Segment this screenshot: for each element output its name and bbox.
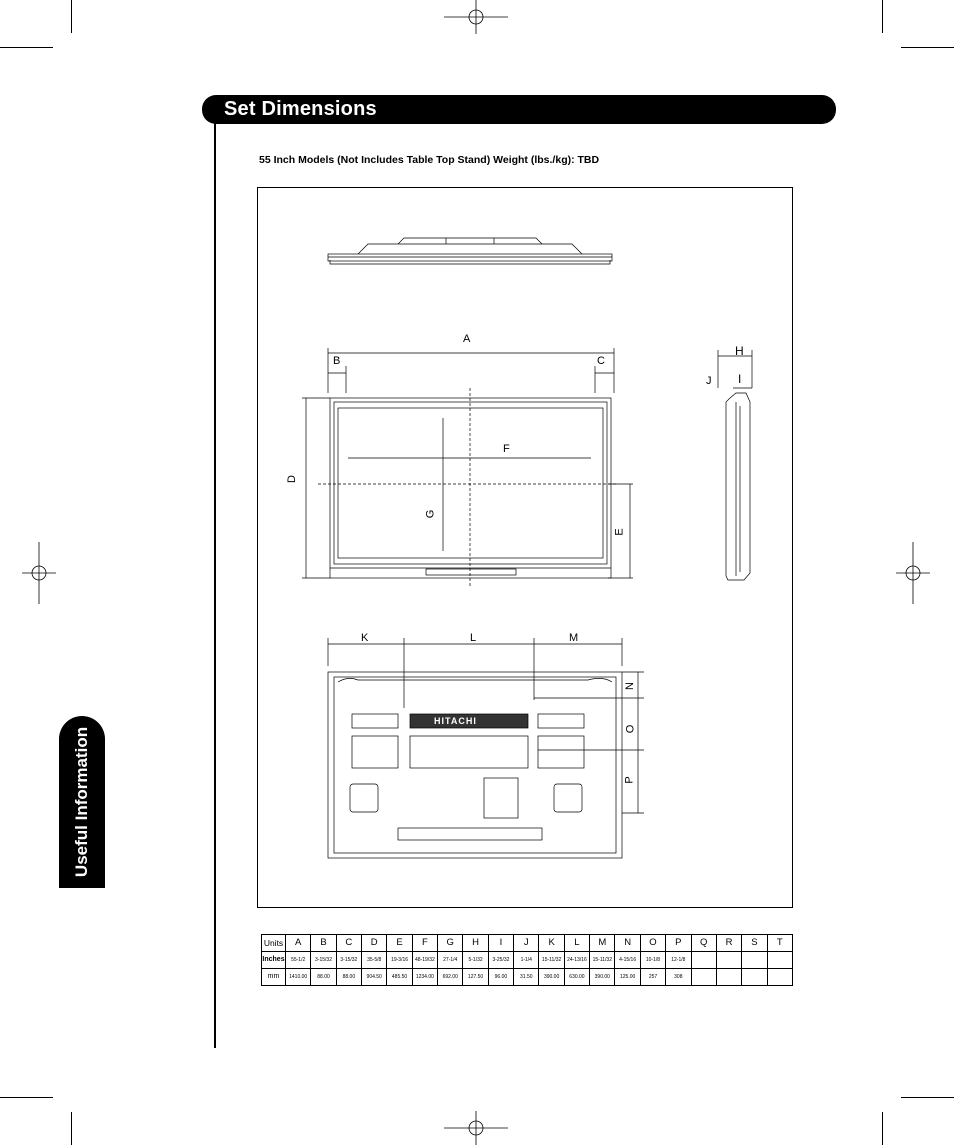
dim-label-g: G [424, 509, 437, 519]
table-cell: 390.00 [590, 969, 615, 986]
column-header: N [615, 935, 640, 952]
dimension-diagram [257, 187, 793, 908]
back-view [328, 638, 644, 858]
table-cell [742, 969, 767, 986]
table-cell [716, 969, 741, 986]
dim-label-c: C [597, 355, 605, 367]
dim-label-i: I [738, 372, 742, 386]
dimension-drawing [258, 188, 792, 907]
column-header: T [767, 935, 792, 952]
row-label: mm [262, 969, 286, 986]
table-cell: 1234.00 [412, 969, 437, 986]
top-view [328, 238, 612, 264]
table-cell: 3-15/32 [336, 952, 361, 969]
table-cell [767, 969, 792, 986]
dim-label-o: O [624, 724, 637, 734]
dim-label-j: J [706, 375, 712, 387]
table-cell: 55-1/2 [286, 952, 311, 969]
dim-label-n: N [623, 682, 636, 690]
dim-label-a: A [463, 333, 471, 345]
column-header: H [463, 935, 488, 952]
table-cell: 15-11/32 [590, 952, 615, 969]
table-header-row [262, 935, 793, 952]
title-banner [202, 95, 836, 124]
dim-label-h: H [735, 344, 744, 358]
table-cell: 10-1/8 [640, 952, 665, 969]
section-tab-label: Useful Information [72, 726, 91, 878]
table-cell: 88.00 [336, 969, 361, 986]
table-cell: 127.50 [463, 969, 488, 986]
dim-label-d: D [285, 475, 298, 483]
table-cell: 308 [666, 969, 691, 986]
column-header: Q [691, 935, 716, 952]
column-header: B [311, 935, 336, 952]
table-cell: 27-1/4 [438, 952, 463, 969]
column-header: A [286, 935, 311, 952]
page-title: Set Dimensions [224, 98, 377, 120]
column-header: E [387, 935, 412, 952]
column-header: P [666, 935, 691, 952]
units-header: Units [262, 935, 286, 952]
table-cell: 257 [640, 969, 665, 986]
table-cell [691, 969, 716, 986]
table-cell: 904.50 [362, 969, 387, 986]
table-cell: 31.50 [514, 969, 539, 986]
section-tab [59, 716, 105, 888]
column-header: S [742, 935, 767, 952]
table-cell: 485.50 [387, 969, 412, 986]
table-cell: 1410.00 [286, 969, 311, 986]
column-header: J [514, 935, 539, 952]
table-cell: 4-15/16 [615, 952, 640, 969]
dim-label-b: B [333, 355, 341, 367]
column-header: M [590, 935, 615, 952]
column-header: L [564, 935, 589, 952]
table-cell: 125.00 [615, 969, 640, 986]
table-cell: 88.00 [311, 969, 336, 986]
column-header: K [539, 935, 564, 952]
row-label: Inches [262, 952, 286, 969]
table-row-mm [262, 969, 793, 986]
dim-label-f: F [503, 443, 510, 455]
table-cell: 5-1/32 [463, 952, 488, 969]
margin-rule [214, 122, 216, 1048]
table-cell: 692.00 [438, 969, 463, 986]
table-cell: 48-19/32 [412, 952, 437, 969]
table-cell: 19-3/16 [387, 952, 412, 969]
dim-label-p: P [623, 776, 636, 784]
table-cell [716, 952, 741, 969]
table-cell: 630.00 [564, 969, 589, 986]
table-cell: 35-5/8 [362, 952, 387, 969]
model-subtitle: 55 Inch Models (Not Includes Table Top Stand) Weight (lbs./kg): TBD [259, 154, 600, 166]
table-cell: 3-15/32 [311, 952, 336, 969]
front-view [302, 348, 633, 588]
column-header: C [336, 935, 361, 952]
table-cell: 96.00 [488, 969, 513, 986]
column-header: F [412, 935, 437, 952]
dim-label-m: M [569, 632, 579, 644]
table-cell: 390.00 [539, 969, 564, 986]
dim-label-k: K [361, 632, 369, 644]
back-logo: HITACHI [434, 716, 477, 726]
table-cell: 12-1/8 [666, 952, 691, 969]
table-cell: 1-1/4 [514, 952, 539, 969]
table-cell: 15-11/32 [539, 952, 564, 969]
column-header: D [362, 935, 387, 952]
table-cell [767, 952, 792, 969]
column-header: O [640, 935, 665, 952]
dim-label-l: L [470, 632, 477, 644]
side-view [718, 350, 752, 580]
column-header: G [438, 935, 463, 952]
dimension-table [261, 934, 793, 986]
dim-label-e: E [613, 528, 626, 536]
table-cell: 3-25/32 [488, 952, 513, 969]
table-cell [742, 952, 767, 969]
column-header: I [488, 935, 513, 952]
table-cell: 24-13/16 [564, 952, 589, 969]
table-row-inches [262, 952, 793, 969]
column-header: R [716, 935, 741, 952]
table-cell [691, 952, 716, 969]
